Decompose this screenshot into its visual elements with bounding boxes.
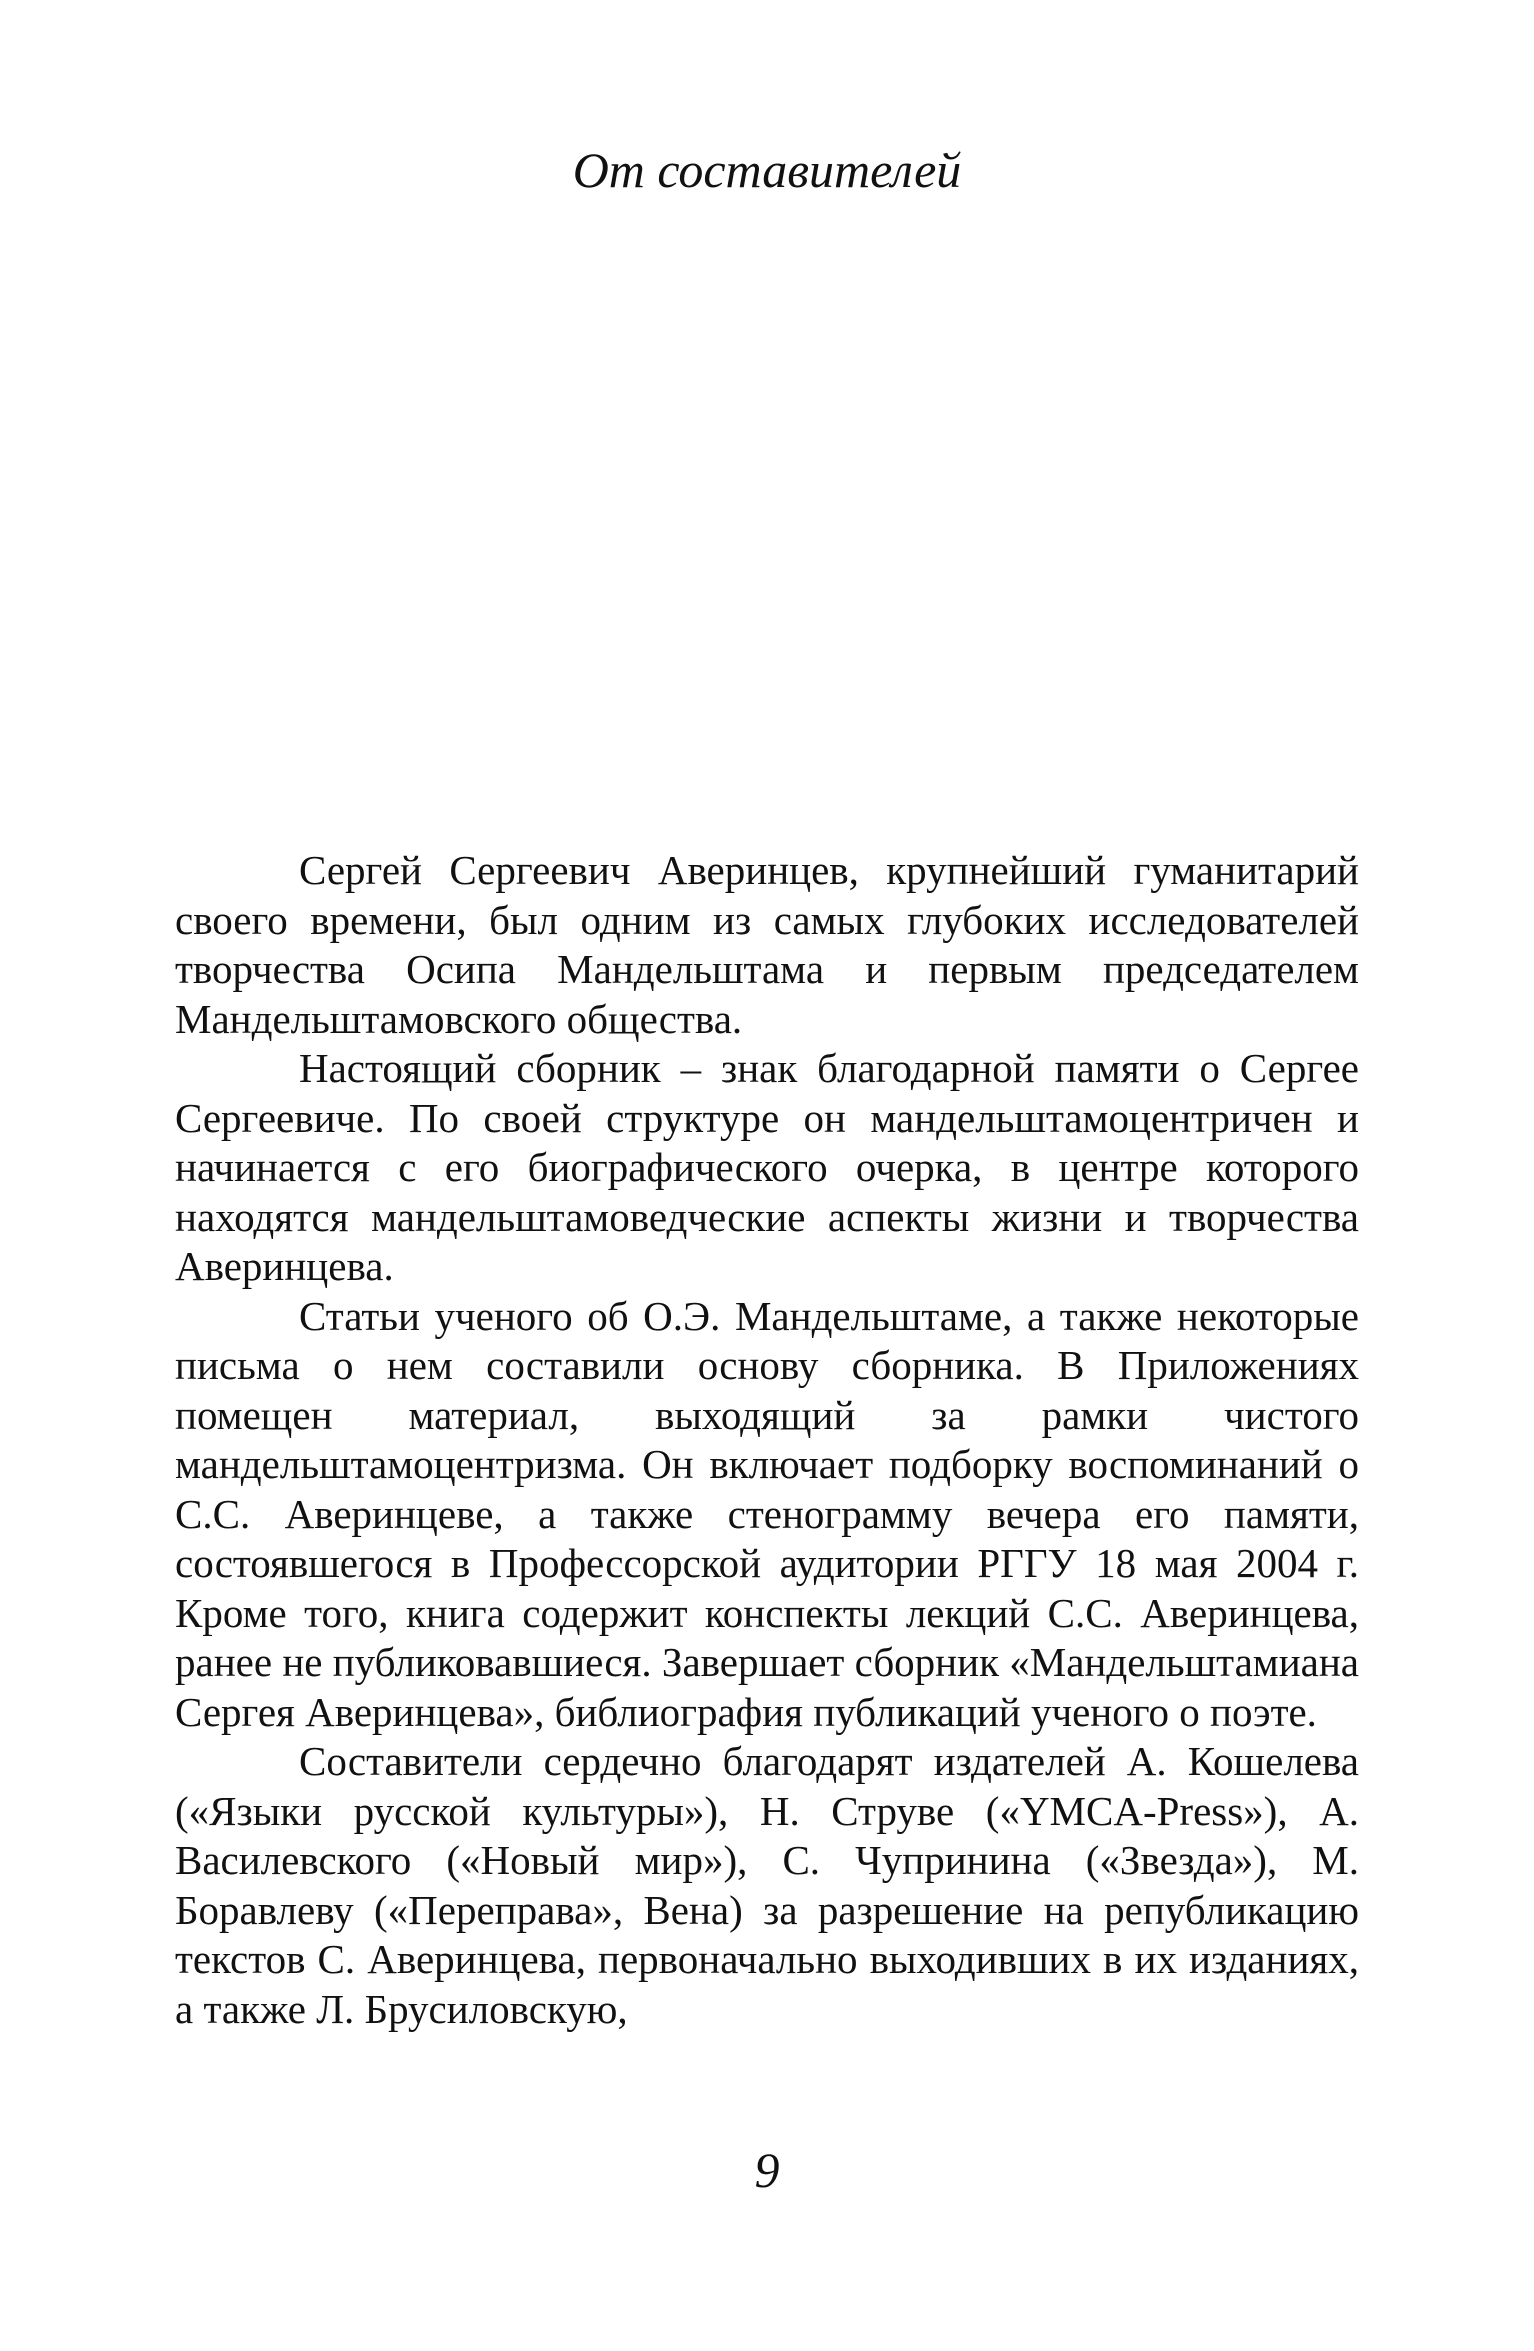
section-title: От составителей xyxy=(572,142,962,198)
paragraph-1: Сергей Сергеевич Аверинцев, крупнейший гуманитарий своего времени, был одним из самых глубоких исследователей творчества Осипа Мандельштама и первым председателем Мандельштамовского общества. xyxy=(175,847,1359,1042)
page-number: 9 xyxy=(754,2142,780,2198)
paragraph-3: Статьи ученого об О.Э. Мандельштаме, а также некоторые письма о нем составили основу сборника. В Приложениях помещен материал, выходящий за рамки чистого мандельштамоцентризма. Он включает подборку воспоминаний о С.С. Аверинцеве, а также стенограмму вечера его памяти, состоявшегося в Профессорской аудитории РГГУ 18 мая 2004 г. Кроме того, книга содержит конспекты лекций С.С. Аверинцева, ранее не публиковавшиеся. Завершает сборник «Мандельштамиана Сергея Аверинцева», библиография публикаций ученого о поэте. xyxy=(175,1292,1359,1735)
paragraph-4: Составители сердечно благодарят издателей А. Кошелева («Языки русской культуры»), Н. Струве («YMCA-Press»), А. Василевского («Новый мир»), С. Чупринина («Звезда»), М. Боравлеву («Переправа», Вена) за разрешение на републикацию текстов С. Аверинцева, первоначально выходивших в их изданиях, а также Л. Брусиловскую, xyxy=(175,1738,1359,2032)
paragraph-2: Настоящий сборник – знак благодарной памяти о Сергее Сергеевиче. По своей структуре он мандельштамоцентричен и начинается с его биографического очерка, в центре которого находятся мандельштамоведческие аспекты жизни и творчества Аверинцева. xyxy=(175,1045,1359,1289)
body-text xyxy=(175,846,1359,2034)
